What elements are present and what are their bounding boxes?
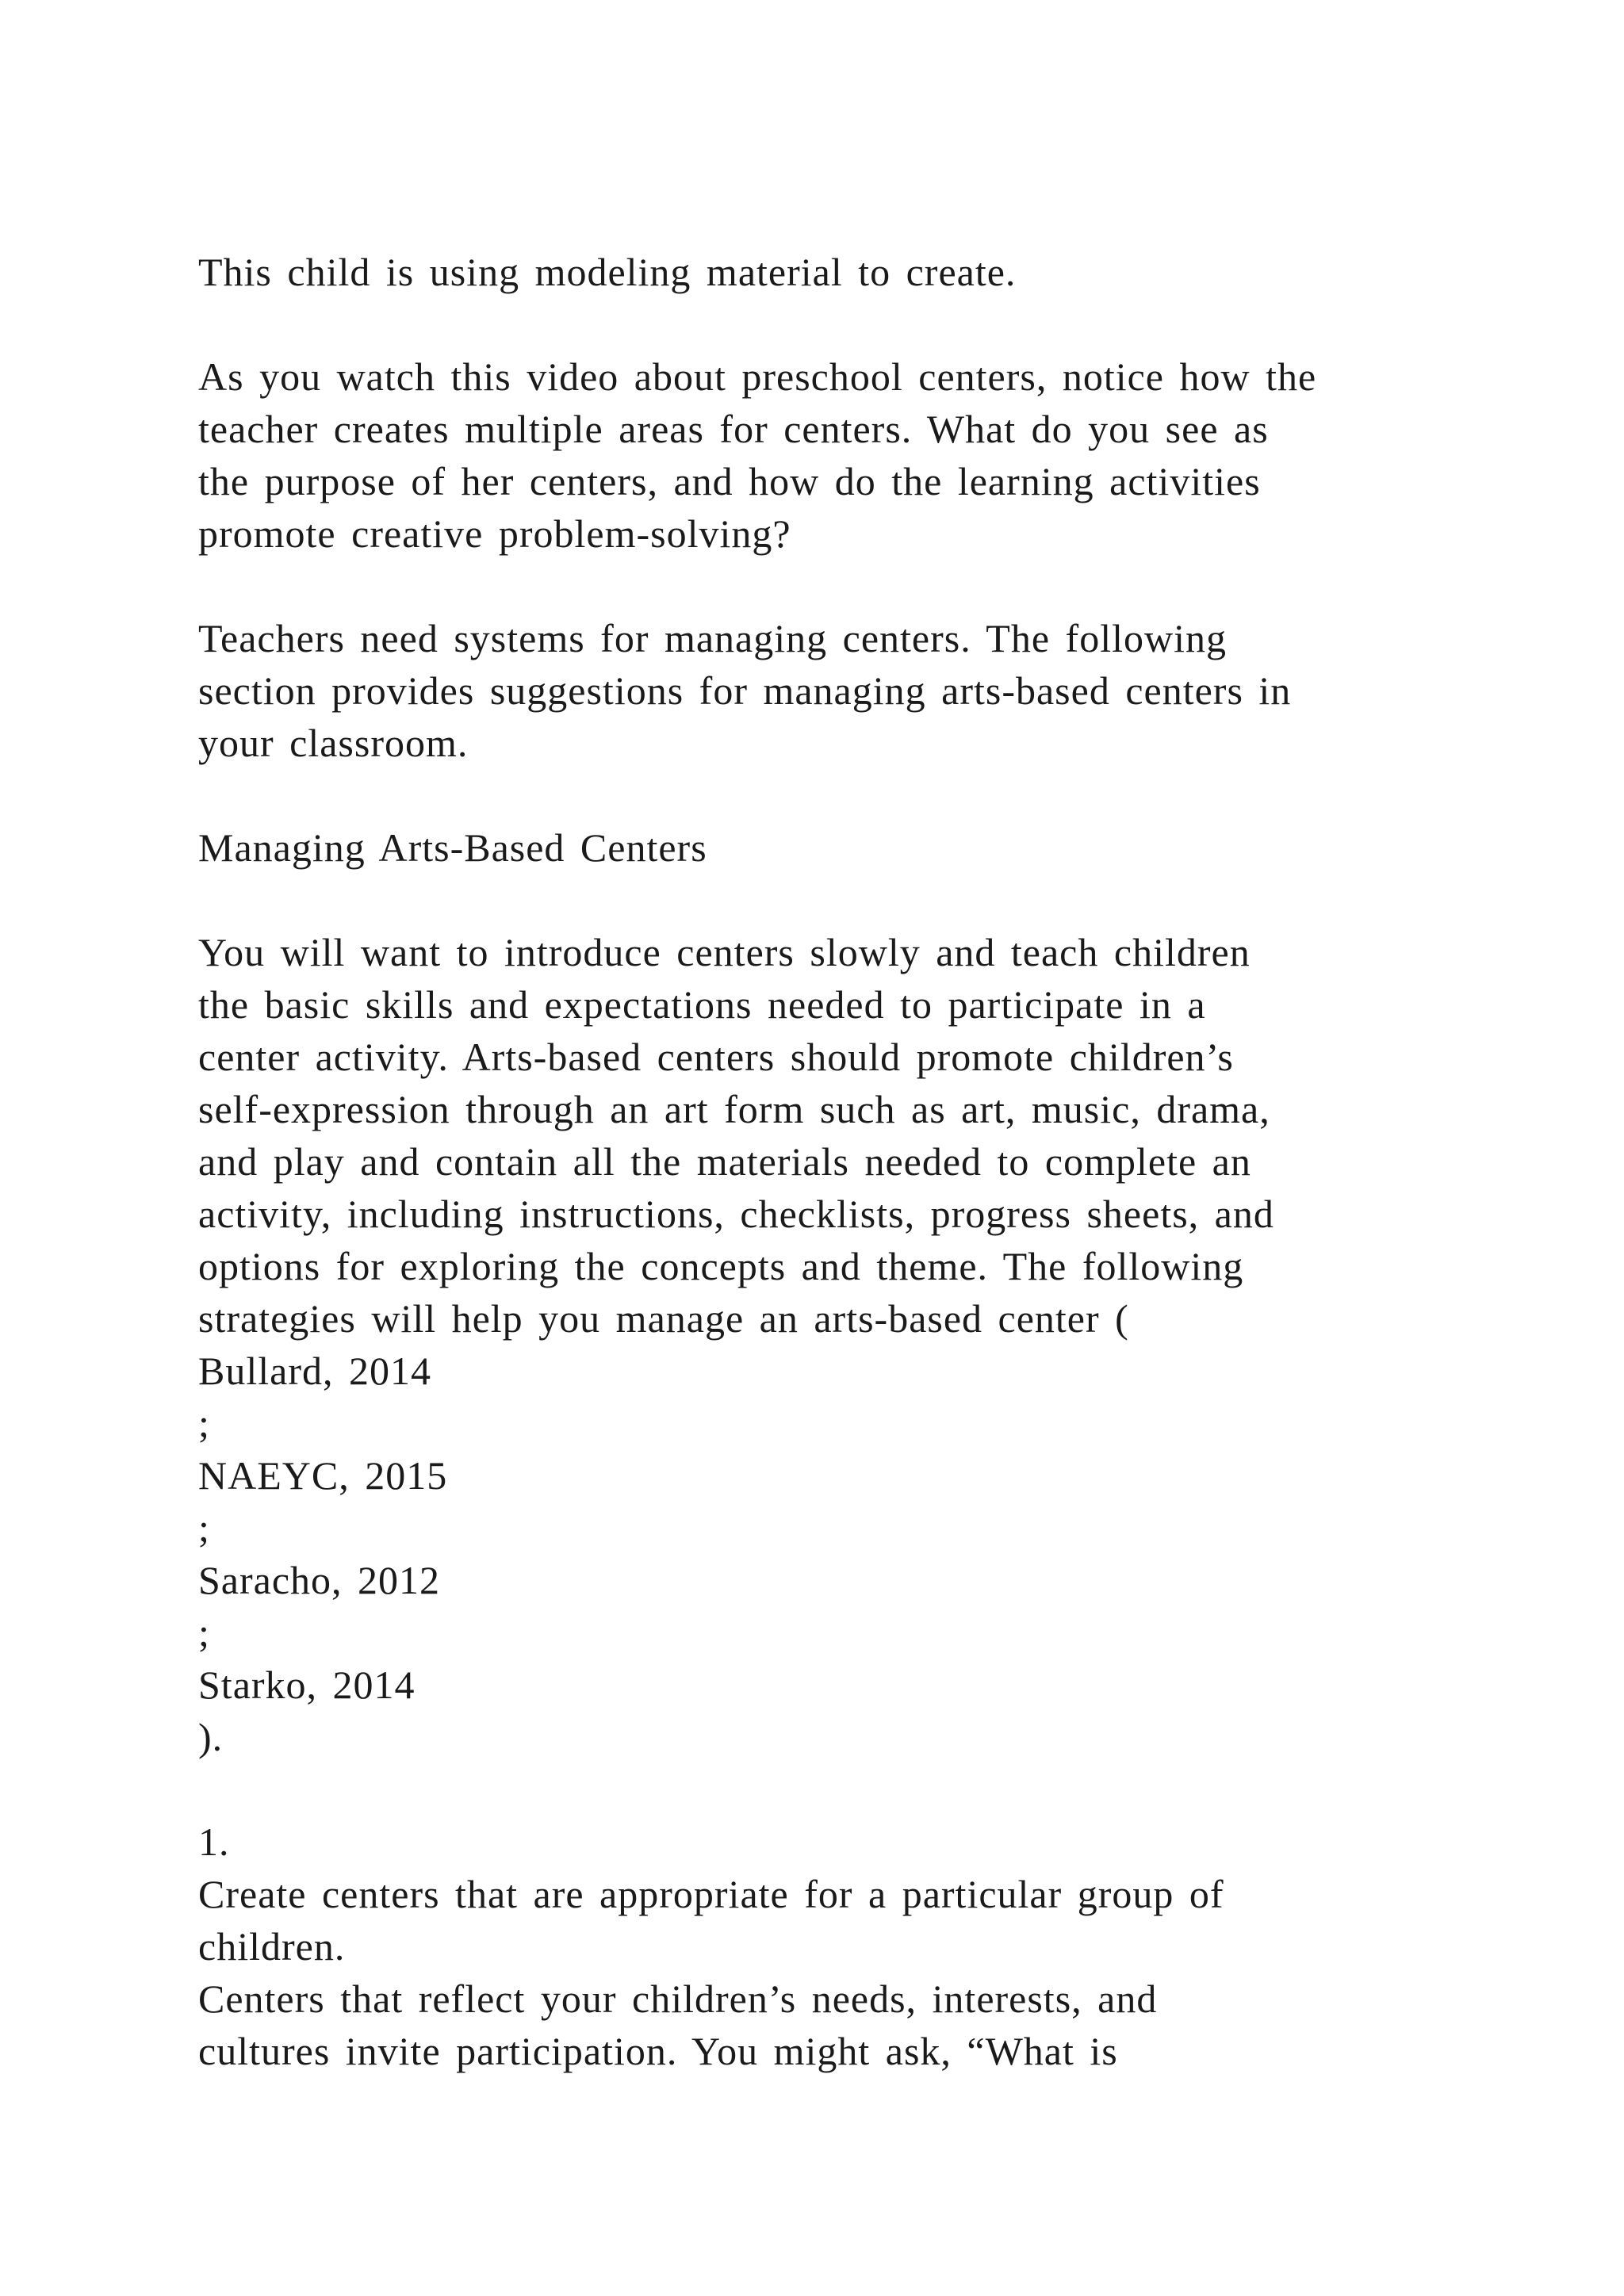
centers-paragraph-line-8: strategies will help you manage an arts-based center (: [198, 1296, 1129, 1341]
video-paragraph-line-3: the purpose of her centers, and how do the learning activities: [198, 459, 1261, 503]
centers-paragraph-line-2: the basic skills and expectations needed to participate in a: [198, 982, 1206, 1027]
list-item-heading-line-2: children.: [198, 1924, 346, 1969]
centers-paragraph-line-1: You will want to introduce centers slowly and teach children: [198, 930, 1251, 974]
video-paragraph-line-1: As you watch this video about preschool centers, notice how the: [198, 354, 1317, 399]
intro-caption: This child is using modeling material to create.: [198, 250, 1017, 294]
systems-paragraph-line-1: Teachers need systems for managing centers. The following: [198, 616, 1227, 660]
list-item-heading-line-1: Create centers that are appropriate for a particular group of: [198, 1872, 1224, 1916]
citation-bullard: Bullard, 2014: [198, 1349, 431, 1393]
citation-separator: ;: [198, 1610, 210, 1655]
citation-separator: ;: [198, 1401, 210, 1445]
list-item-body-line-1: Centers that reflect your children’s needs, interests, and: [198, 1976, 1158, 2021]
centers-paragraph-line-4: self-expression through an art form such as art, music, drama,: [198, 1087, 1270, 1131]
centers-paragraph-line-7: options for exploring the concepts and theme. The following: [198, 1244, 1244, 1288]
list-item-number: 1.: [198, 1820, 230, 1864]
citation-separator: ;: [198, 1506, 210, 1550]
systems-paragraph-line-3: your classroom.: [198, 721, 469, 765]
section-heading: Managing Arts-Based Centers: [198, 825, 707, 870]
citation-starko: Starko, 2014: [198, 1663, 416, 1707]
centers-paragraph-line-5: and play and contain all the materials needed to complete an: [198, 1139, 1251, 1184]
systems-paragraph-line-2: section provides suggestions for managing arts-based centers in: [198, 668, 1292, 713]
video-paragraph-line-2: teacher creates multiple areas for centers. What do you see as: [198, 407, 1269, 451]
video-paragraph-line-4: promote creative problem-solving?: [198, 511, 791, 556]
citation-naeyc: NAEYC, 2015: [198, 1453, 448, 1498]
centers-paragraph-line-3: center activity. Arts-based centers should promote children’s: [198, 1035, 1234, 1079]
list-item-body-line-2: cultures invite participation. You might ask, “What is: [198, 2029, 1118, 2073]
citation-saracho: Saracho, 2012: [198, 1558, 441, 1602]
centers-paragraph-line-6: activity, including instructions, checklists, progress sheets, and: [198, 1192, 1274, 1236]
citation-close: ).: [198, 1715, 224, 1759]
